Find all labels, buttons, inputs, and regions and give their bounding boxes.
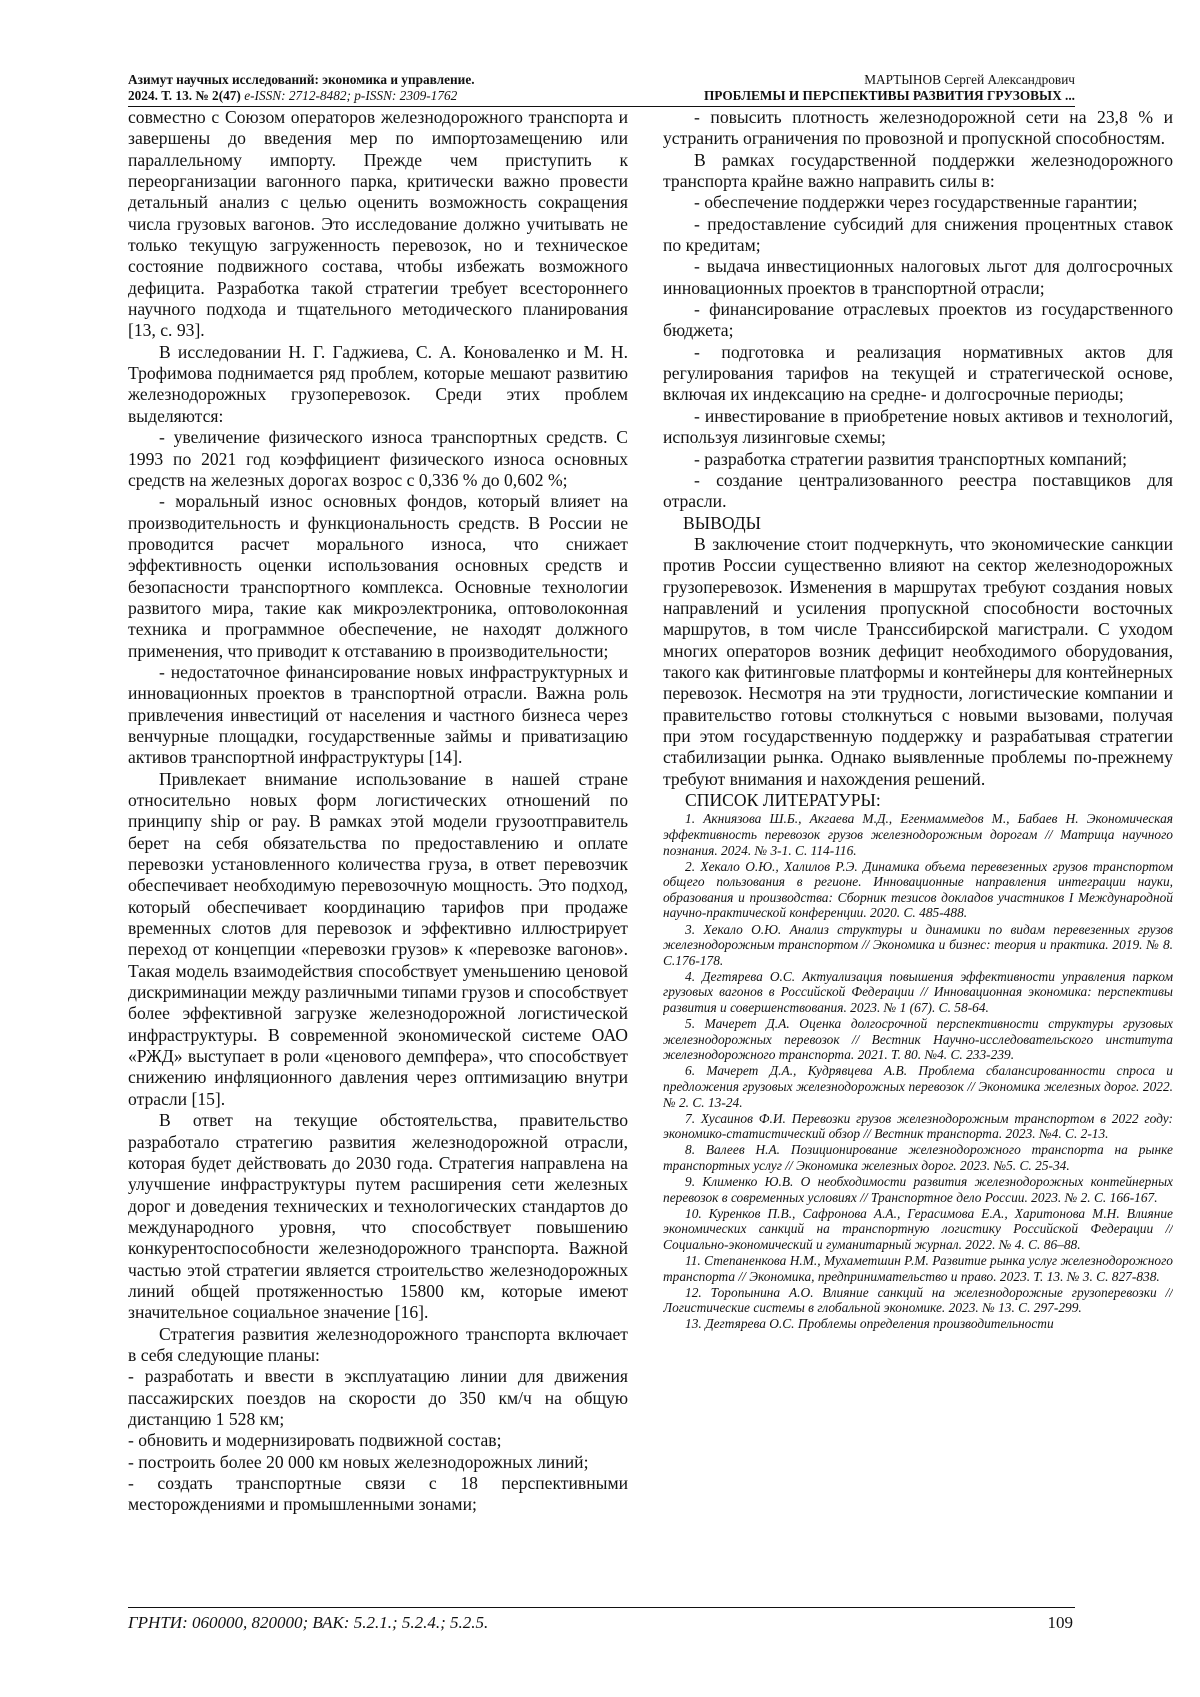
list-item: - разработка стратегии развития транспортных компаний; [694,448,1128,469]
reference-item: 8. Валеев Н.А. Позиционирование железнодорожного транспорта на рынке транспортных услуг // Экономика железных дорог. 2023. №5. С. 25-34. [663,1142,1173,1173]
right-column [663,107,1173,1605]
list-item: - недостаточное финансирование новых инфраструктурных и инновационных проектов в транспортной отрасли. Важна роль привлечения инвестиций от населения и частного бизнеса через венчурные площадки, государственные займы и приватизацию активов транспортной инфраструктуры [14]. [128,661,628,768]
paragraph: В исследовании Н. Г. Гаджиева, С. А. Коноваленко и М. Н. Трофимова поднимается ряд проблем, которые мешают развитию железнодорожных грузоперевозок. Среди этих проблем выделяются: [128,341,628,426]
list-item: - создание централизованного реестра поставщиков для отрасли. [663,469,1173,512]
reference-item: 5. Мачерет Д.А. Оценка долгосрочной перспективности структуры грузовых железнодорожных перевозок // Вестник Научно-исследовательского института железнодорожного транспорта. 2021. Т. 80. №4. С. 233-239. [663,1016,1173,1063]
issn-text: e-ISSN: 2712-8482; p-ISSN: 2309-1762 [240,88,458,103]
reference-item: 9. Клименко Ю.В. О необходимости развития железнодорожных контейнерных перевозок в современных условиях // Транспортное дело России. 2023. № 2. С. 166-167. [663,1174,1173,1205]
list-item: - создать транспортные связи с 18 перспективными месторождениями и промышленными зонами; [128,1473,628,1515]
paragraph: В ответ на текущие обстоятельства, правительство разработало стратегию развития железнодорожной отрасли, которая будет действовать до 2030 года. Стратегия направлена на улучшение инфраструктуры путем расширения сети железных дорог и доведения технических и технологических стандартов до международного уровня, что способствует повышению конкурентоспособности железнодорожного транспорта. Важной частью этой стратегии является строительство железнодорожных линий общей протяженностью 15800 км, которые имеют значительное социальное значение [16]. [128,1110,628,1323]
article-header [555,72,1075,104]
paragraph: Стратегия развития железнодорожного транспорта включает в себя следующие планы: [128,1323,628,1365]
paragraph: совместно с Союзом операторов железнодорожного транспорта и завершены до введения мер по импортозамещению или параллельному импорту. Прежде чем приступить к переорганизации вагонного парка, критически важно провести детальный анализ с целью оценить возможность сокращения числа грузовых вагонов. Это исследование должно учитывать не только текущую загруженность перевозок, но и техническое состояние подвижного состава, чтобы избежать возможного дефицита. Разработка такой стратегии требует всестороннего научного подхода и тщательного методического планирования [13, с. 93]. [128,107,628,341]
list-item: - повысить плотность железнодорожной сети на 23,8 % и устранить ограничения по провозной и пропускной способностям. [663,107,1173,149]
left-column [128,107,628,1605]
reference-item: 1. Акниязова Ш.Б., Акгаева М.Д., Егенмаммедов М., Бабаев Н. Экономическая эффективность перевозок грузов железнодорожным дорогам // Матрица научного познания. 2024. № 3-1. С. 114-116. [663,811,1173,858]
reference-item: 10. Куренков П.В., Сафронова А.А., Герасимова Е.А., Харитонова М.Н. Влияние экономических санкций на транспортную логистику Российской Федерации // Социально-экономический и гуманитарный журнал. 2022. № 4. С. 86–88. [663,1205,1173,1252]
reference-item: 4. Дегтярева О.С. Актуализация повышения эффективности управления парком грузовых вагонов в Российской Федерации // Инновационная экономика: перспективы развития и совершенствования. 2023. № 1 (67). С. 58-64. [663,968,1173,1015]
article-short-title: ПРОБЛЕМЫ И ПЕРСПЕКТИВЫ РАЗВИТИЯ ГРУЗОВЫХ ... [703,88,1075,103]
issue-number: 2024. Т. 13. № 2(47) [128,88,241,103]
list-item: - обновить и модернизировать подвижной состав; [128,1430,502,1451]
reference-item: 13. Дегтярева О.С. Проблемы определения производительности [685,1316,1054,1332]
author-name: МАРТЫНОВ Сергей Александрович [864,72,1075,87]
page-number: 109 [1047,1613,1073,1632]
conclusions-text: В заключение стоит подчеркнуть, что экономические санкции против России существенно влияют на сектор железнодорожных грузоперевозок. Изменения в маршрутах требуют создания новых направлений и усиления пропускной способности восточных маршрутов, в том числе Транссибирской магистрали. С уходом многих операторов возник дефицит необходимого оборудования, такого как фитинговые платформы и контейнеры для контейнерных перевозок. Несмотря на эти трудности, логистические компании и правительство готовы столкнуться с новыми вызовами, получая при этом государственную поддержку и разрабатывая стратегии стабилизации рынка. Однако выявленные проблемы по-прежнему требуют внимания и нахождения решений. [663,533,1173,789]
references-heading: СПИСОК ЛИТЕРАТУРЫ: [685,790,881,810]
list-item: - разработать и ввести в эксплуатацию линии для движения пассажирских поездов на скорости до 350 км/ч на общую дистанцию 1 528 км; [128,1366,628,1429]
list-item: - построить более 20 000 км новых железнодорожных линий; [128,1451,589,1472]
reference-item: 11. Степаненкова Н.М., Мухаметшин Р.М. Развитие рынка услуг железнодорожного транспорта // Экономика, предпринимательство и право. 2023. Т. 13. № 3. С. 827-838. [663,1252,1173,1284]
reference-item: 12. Торопынина А.О. Влияние санкций на железнодорожные грузоперевозки // Логистические системы в глобальной экономике. 2023. № 13. С. 297-299. [663,1284,1173,1316]
list-item: - подготовка и реализация нормативных актов для регулирования тарифов на текущей и стратегической основе, включая их индексацию на средне- и долгосрочные периоды; [663,341,1173,405]
list-item: - финансирование отраслевых проектов из государственного бюджета; [663,299,1173,341]
list-item: - выдача инвестиционных налоговых льгот для долгосрочных инновационных проектов в транспортной отрасли; [663,256,1173,298]
reference-item: 7. Хусаинов Ф.И. Перевозки грузов железнодорожным транспортом в 2022 году: экономико-статистический обзор // Вестник транспорта. 2023. №4. С. 2-13. [663,1110,1173,1142]
references-list [663,811,1173,1332]
journal-title: Азимут научных исследований: экономика и управление. [128,72,475,87]
classification-codes: ГРНТИ: 060000, 820000; ВАК: 5.2.1.; 5.2.4.; 5.2.5. [128,1613,489,1632]
reference-item: 2. Хекало О.Ю., Халилов Р.Э. Динамика объема перевезенных грузов транспортом общего пользования в регионе. Инновационные направления интеграции науки, образования и производства: Сборник тезисов докладов участников I Международной научно-практической конференции. 2020. С. 485-488. [663,858,1173,921]
list-item: - предоставление субсидий для снижения процентных ставок по кредитам; [663,213,1173,256]
footer-divider [128,1607,1075,1608]
list-item: - обеспечение поддержки через государственные гарантии; [694,192,1138,213]
paragraph: Привлекает внимание использование в нашей стране относительно новых форм логистических отношений по принципу ship or pay. В рамках этой модели грузоотправитель берет на себя обязательства по предоставлению и оплате перевозки установленного количества груза, в ответ перевозчик обеспечивает необходимую перевозочную мощность. Это подход, который обеспечивает координацию тарифов при продаже временных слотов для перевозок и эффективно иллюстрирует переход от концепции «перевозки грузов» к «перевозке вагонов». Такая модель взаимодействия способствует уменьшению ценовой дискриминации между различными типами грузов и способствует более эффективной загрузке железнодорожной логистической инфраструктуры. В современной экономической системе ОАО «РЖД» выступает в роли «ценового демпфера», что способствует снижению инфляционного давления через оптимизацию внутри отрасли [15]. [128,768,628,1109]
reference-item: 6. Мачерет Д.А., Кудрявцева А.В. Проблема сбалансированности спроса и предложения грузовых железнодорожных перевозок // Экономика железных дорог. 2022. № 2. С. 13-24. [663,1063,1173,1110]
list-item: - моральный износ основных фондов, который влияет на производительность и функциональность средств. В России не проводится расчет морального износа, что снижает эффективность оценки использования основных средств и безопасности транспортного комплекса. Основные технологии развитого мира, такие как микроэлектроника, оптоволоконная техника и программное обеспечение, не находят должного применения, что приводит к отставанию в производительности; [128,491,628,661]
paragraph: В рамках государственной поддержки железнодорожного транспорта крайне важно направить силы в: [663,149,1173,192]
list-item: - увеличение физического износа транспортных средств. С 1993 по 2021 год коэффициент физического износа основных средств на железных дорогах возрос с 0,336 % до 0,602 %; [128,427,628,490]
list-item: - инвестирование в приобретение новых активов и технологий, используя лизинговые схемы; [663,405,1173,448]
conclusions-heading: ВЫВОДЫ [683,512,761,533]
reference-item: 3. Хекало О.Ю. Анализ структуры и динамики по видам перевезенных грузов железнодорожным транспортом // Экономика и бизнес: теория и практика. 2019. № 8. С.176-178. [663,921,1173,968]
